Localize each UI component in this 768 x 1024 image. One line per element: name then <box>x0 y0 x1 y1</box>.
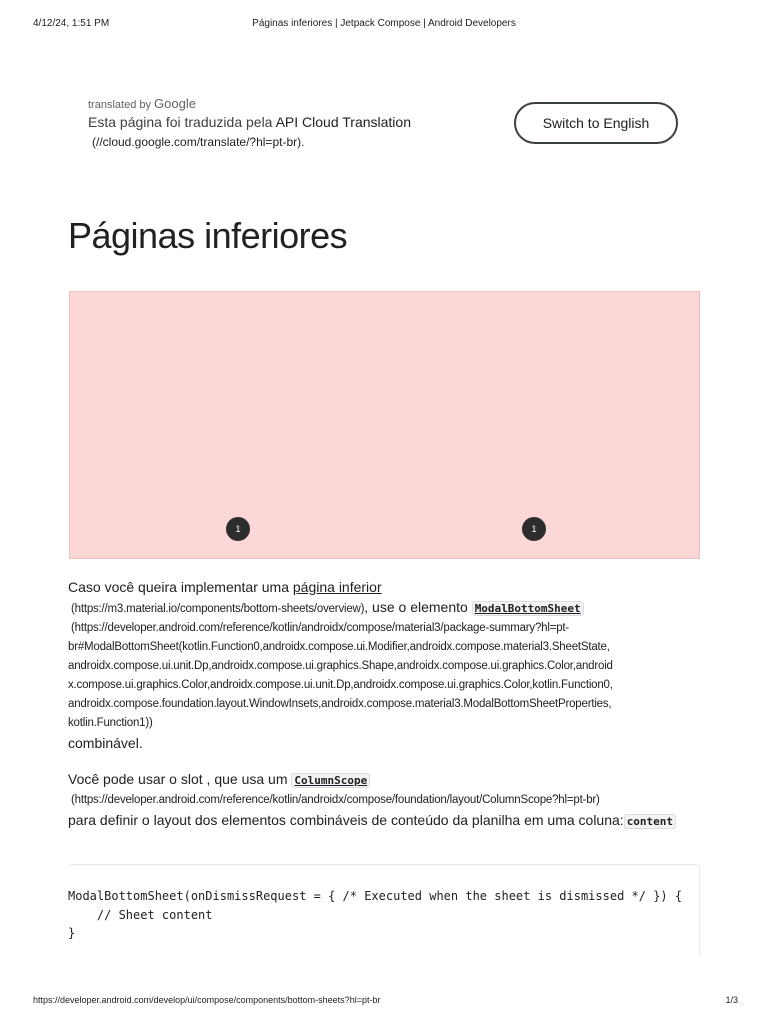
translation-notice-prefix: Esta página foi traduzida pela <box>88 114 276 130</box>
paragraph-text: Caso você queira implementar uma <box>68 579 293 595</box>
link-url: (https://m3.material.io/components/bottom-sheets/overview) <box>71 603 365 615</box>
reference-url-line: androidx.compose.ui.unit.Dp,androidx.compose.ui.graphics.Shape,androidx.compose.ui.graphics.Color,android <box>68 660 613 672</box>
google-logo-text: Google <box>154 96 196 111</box>
content-code: content <box>624 814 676 829</box>
print-page-number: 1/3 <box>725 995 738 1005</box>
code-sample-block <box>68 864 700 956</box>
reference-url-line: androidx.compose.foundation.layout.WindowInsets,androidx.compose.material3.ModalBottomSheetProperties, <box>68 698 612 710</box>
reference-url-line: (https://developer.android.com/reference/kotlin/androidx/compose/material3/package-summary?hl=pt- <box>71 622 570 634</box>
print-footer-url: https://developer.android.com/develop/ui/compose/components/bottom-sheets?hl=pt-br <box>33 995 381 1005</box>
paragraph-column-scope <box>68 769 708 832</box>
page-title: Páginas inferiores <box>68 215 348 256</box>
reference-url-line: x.compose.ui.graphics.Color,androidx.compose.ui.unit.Dp,androidx.compose.ui.graphics.Color,kotlin.Function0, <box>68 679 613 691</box>
print-date: 4/12/24, 1:51 PM <box>33 18 110 29</box>
bottom-sheet-link[interactable]: página inferior <box>292 579 382 595</box>
translation-url: (//cloud.google.com/translate/?hl=pt-br). <box>92 135 305 149</box>
translated-by-text: translated by <box>88 99 151 111</box>
paragraph-text: , use o elemento <box>364 599 472 615</box>
callout-marker: 1 <box>226 517 250 541</box>
paragraph-text: combinável. <box>68 735 143 751</box>
modal-bottom-sheet-code-link[interactable]: ModalBottomSheet <box>472 601 584 616</box>
callout-marker: 1 <box>522 517 546 541</box>
api-cloud-translation-link[interactable]: API Cloud Translation <box>275 114 411 130</box>
reference-url-line: br#ModalBottomSheet(kotlin.Function0,androidx.compose.ui.Modifier,androidx.compose.material3.SheetState, <box>68 641 610 653</box>
bottom-sheet-illustration <box>69 291 700 559</box>
print-title: Páginas inferiores | Jetpack Compose | Android Developers <box>252 18 516 29</box>
column-scope-code-link[interactable]: ColumnScope <box>291 773 370 788</box>
paragraph-text: Você pode usar o slot , que usa um <box>68 771 292 787</box>
reference-url-line: (https://developer.android.com/reference/kotlin/androidx/compose/foundation/layout/ColumnScope?hl=pt-br) <box>71 794 600 806</box>
reference-url-line: kotlin.Function1)) <box>68 717 153 729</box>
code-sample: ModalBottomSheet(onDismissRequest = { /* Executed when the sheet is dismissed */ }) { // Sheet content } <box>68 889 683 940</box>
switch-to-english-button[interactable]: Switch to English <box>514 102 678 144</box>
paragraph-modal-bottom-sheet <box>68 577 708 753</box>
paragraph-text: para definir o layout dos elementos combináveis de conteúdo da planilha em uma coluna: <box>68 812 624 828</box>
